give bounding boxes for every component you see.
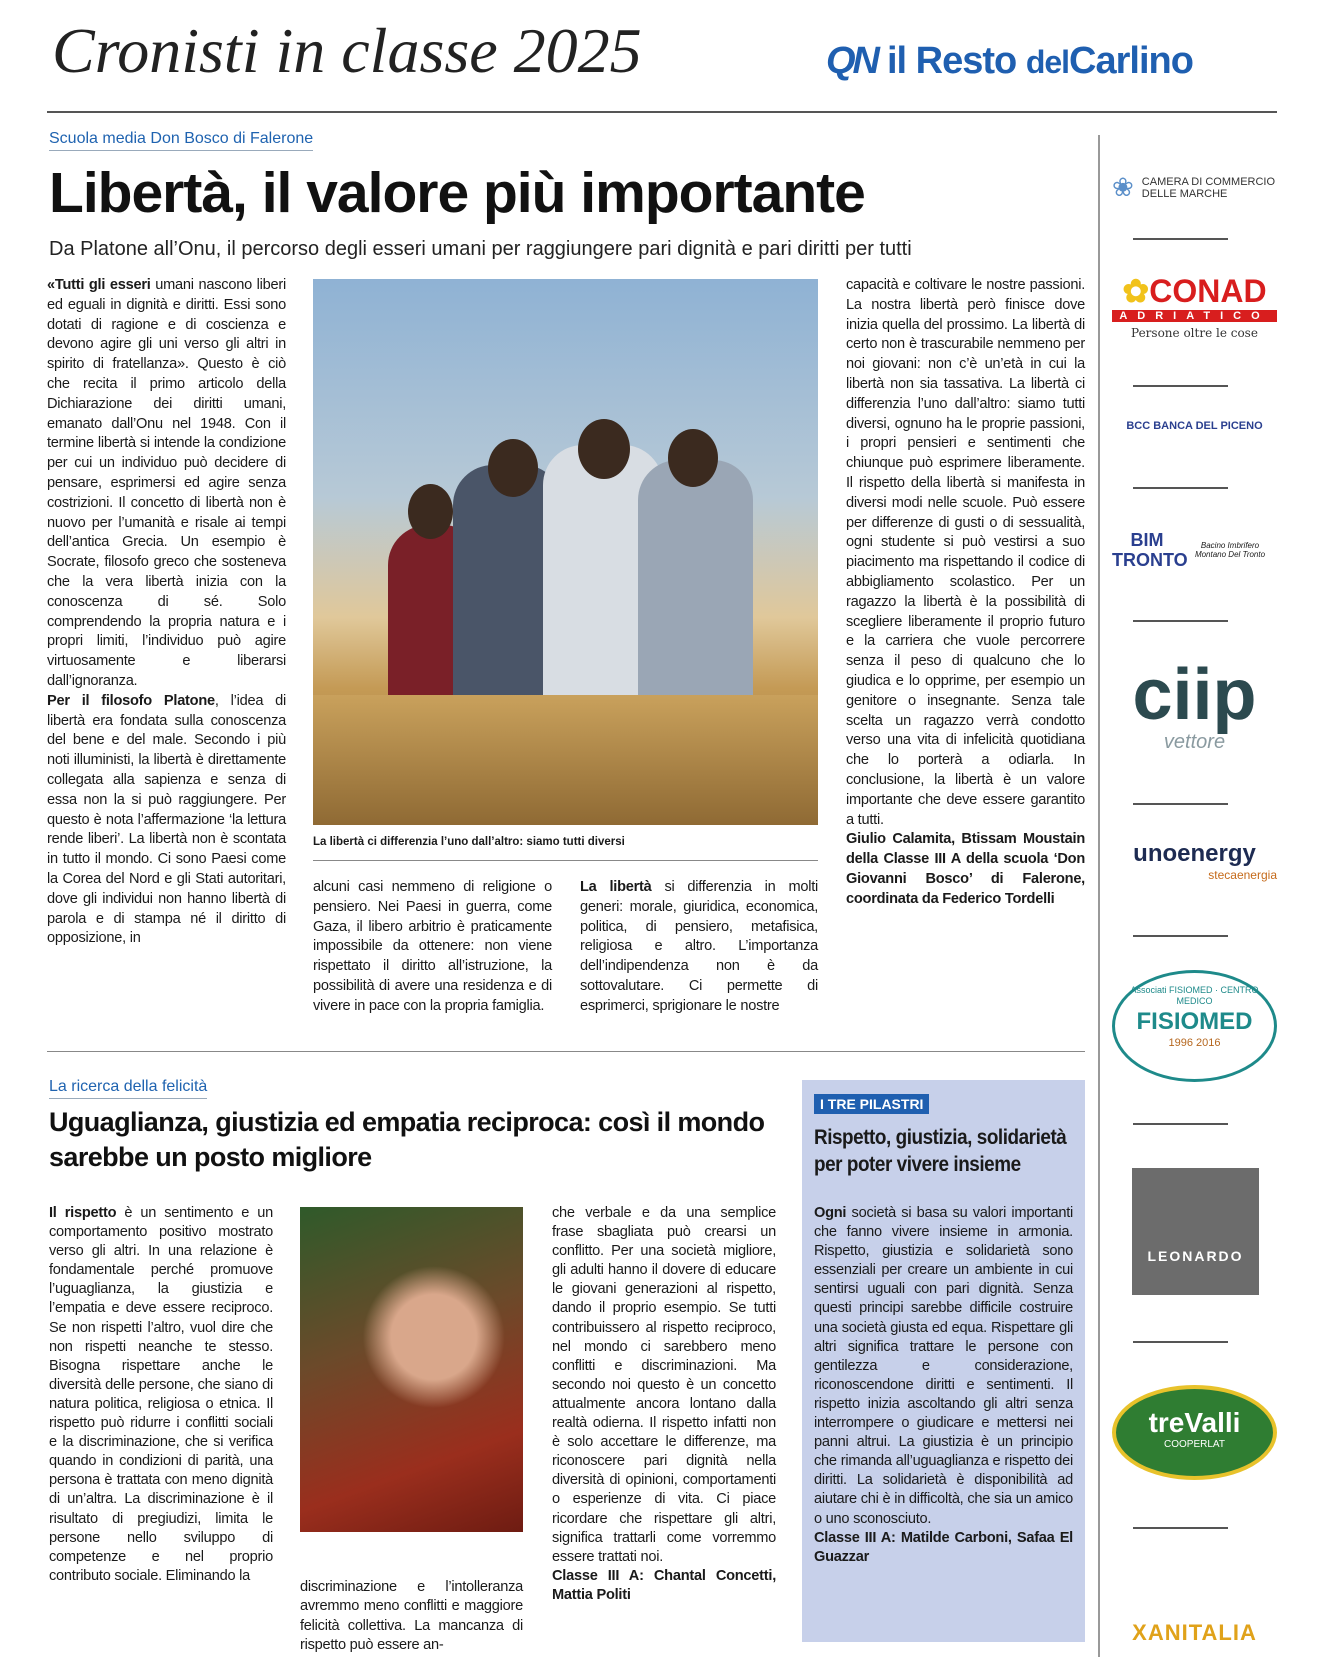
brand-part: Carlino [1069, 40, 1193, 82]
sponsor-bcc: BCC BANCA DEL PICENO [1126, 420, 1263, 432]
sponsor-bim [1112, 530, 1277, 570]
friends-in-field-photo [313, 279, 818, 825]
sponsor-ciip [1112, 655, 1277, 754]
photo-caption: La libertà ci differenzia l’uno dall’altro: siamo tutti diversi [313, 836, 818, 861]
sponsor-separator [1133, 935, 1228, 937]
article2-headline: Uguaglianza, giustizia ed empatia reciproca: così il mondo sarebbe un posto migliore [49, 1107, 765, 1172]
brand-part: del [1025, 44, 1070, 80]
sponsor-sub: COOPERLAT [1164, 1439, 1225, 1450]
body-text: , l’idea di libertà era fondata sulla conoscenza del bene e del male. Secondo i più noti illuministi, la libertà è direttamente collegata alla sapienza e senza di essa non la si può raggiungere. Per questo è nota l’affermazione ‘la lettura rende liberi’. La libertà non è scontata in tutto il mondo. Ci sono Paesi come la Corea del Nord e gli Stati autoritari, dove gli individui non hanno libertà di parola e di stampa né il diritto di opposizione, in [47, 692, 286, 947]
body-text: si differenzia in molti generi: morale, giuridica, economica, politica, di pensiero, metafisica, religiosa e altro. L’importanza dell’indipendenza non è da sottovalutare. Ci permette di esprimerci, sprigionare le nostre [580, 879, 818, 1014]
body-text: capacità e coltivare le nostre passioni. La nostra libertà però finisce dove inizia quella del prossimo. La libertà di certo non è trascurabile nemmeno per noi giovani: non c’è un’età in cui la libertà non sia tassativa. La libertà ci differenzia l’uno dall’altro: siamo tutti diversi, ognuno ha le proprie passioni, i propri pensieri e sentimenti che chiunque può esprimere liberamente. Il rispetto della libertà si manifesta in diversi modi nelle scuole. Può essere per differenze di gusti o di sessualità, ogni studente si può vestirsi a suo piacimento ma rispettando il codice di abbigliamento scolastico. Per un ragazzo la libertà è la possibilità di scegliere liberamente il proprio futuro e la carriera che vuole percorrere senza il peso di qualcuno che lo giudica e lo opprime, per esempio un genitore o insegnante. Senza tale scelta un ragazzo verrà condotto verso una vita di infelicità quotidiana che lo porterà a odiarla. In conclusione, la libertà è un valore importante che deve essere garantito a tutti. [846, 277, 1085, 828]
sponsor-camera-commercio [1112, 172, 1277, 203]
section-divider [47, 1051, 1085, 1052]
brand-part: il Resto [887, 40, 1017, 82]
article1-col4 [846, 276, 1085, 910]
article2-kicker: La ricerca della felicità [49, 1078, 207, 1099]
masthead-rule [47, 111, 1277, 113]
sponsor-sub: Bacino Imbrifero Montano Del Tronto [1194, 541, 1266, 559]
sidebox-tag: I TRE PILASTRI [814, 1094, 929, 1114]
qn-logo: QN [826, 40, 877, 82]
body-text: società si basa su valori importanti che fanno vivere insieme in armonia. Rispetto, giustizia e solidarietà sono essenziali per creare un ambiente in cui sentirsi uguali con pari dignità. Senza questi principi sarebbe difficile costruire una società giusta ed equa. Rispettare gli altri significa trattare le persone con gentilezza e considerazione, riconoscendone diritti e sentimenti. Il rispetto inizia ascoltando gli altri senza interrompere o giudicare e mettersi nei panni altrui. La giustizia è un principio che rimanda all’uguaglianza e rispetto dei diritti. La solidarietà è disponibilità ad aiutare chi è in difficoltà, che sia un amico o uno sconosciuto. [814, 1205, 1073, 1527]
lead-bold: Ogni [814, 1205, 847, 1221]
sponsor-separator [1133, 487, 1228, 489]
body-text: che verbale e da una semplice frase sbagliata può crearsi un conflitto. Per una società migliore, gli adulti hanno il dovere di educare le giovani generazioni al rispetto, dando il proprio esempio. Se tutti contribuissero al rispetto reciproco, nel mondo ci sarebbero meno conflitti e discriminazioni. Ma secondo noi questo è un concetto attualmente ancora lontano dalla realtà odierna. Il rispetto infatti non è solo accettare le differenze, ma riconoscere pari dignità nella diversità di opinioni, comportamenti o esperienze di vita. Ci piace ricordare che rispettare gli altri, significa trattarli come vorremmo essere trattati noi. [552, 1205, 776, 1565]
article2-signature: Classe III A: Chantal Concetti, Mattia Politi [552, 1567, 776, 1603]
article2-col3 [552, 1204, 776, 1605]
sponsor-separator [1133, 1123, 1228, 1125]
sponsor-sub: ADRIATICO [1112, 310, 1277, 322]
sponsor-separator [1133, 385, 1228, 387]
sponsor-conad [1112, 272, 1277, 340]
sidebox [802, 1080, 1085, 1642]
lead-bold: La libertà [580, 879, 652, 895]
sponsor-tagline: Persone oltre le cose [1131, 326, 1258, 340]
lead-bold: «Tutti gli esseri [47, 277, 151, 293]
sponsor-name: unoenergy [1133, 840, 1256, 867]
linked-fingers-photo [300, 1207, 523, 1532]
sidebox-signature: Classe III A: Matilde Carboni, Safaa El Guazzar [814, 1529, 1073, 1565]
sponsor-separator [1133, 238, 1228, 240]
sponsor-sub: Associati FISIOMED · CENTRO MEDICO [1130, 985, 1259, 1006]
article1-headline: Libertà, il valore più importante [49, 161, 865, 225]
article1-col3 [580, 878, 818, 1017]
article1-col1 [47, 276, 286, 949]
article1-col2: alcuni casi nemmeno di religione o pensiero. Nei Paesi in guerra, come Gaza, il libero arbitrio è praticamente impossibile da ottenere: non viene rispettato il diritto all’istruzione, la possibilità di avere una residenza e di vivere in pace con la propria famiglia. [313, 879, 552, 1014]
sponsor-separator [1133, 1527, 1228, 1529]
sponsor-years: 1996 2016 [1168, 1037, 1221, 1049]
sponsor-unoenergy [1112, 840, 1277, 882]
sponsor-name: CONAD [1149, 273, 1267, 309]
sponsor-separator [1133, 620, 1228, 622]
knot-icon: ❀ [1112, 172, 1134, 202]
body-text: umani nascono liberi ed eguali in dignità e diritti. Essi sono dotati di ragione e di coscienza e devono agire gli uni verso gli altri in spirito di fratellanza». Questo è ciò che recita il primo articolo della Dichiarazione dei diritti umani, emanato dall’Onu nel 1948. Con il termine libertà si intende la condizione per cui un individuo può decidere di pensare, esprimersi ed agire senza costrizioni. Il concetto di libertà non è nuovo per l’umanità e risale ai tempi dell’antica Grecia. Un esempio è Socrate, filosofo greco che sosteneva che la vera libertà inizia con la conoscenza di sé. Solo comprendendo la propria natura e i propri limiti, l’individuo può agire virtuosamente e liberarsi dall’ignoranza. [47, 277, 286, 689]
body-text: è un sentimento e un comportamento positivo mostrato verso gli altri. In una relazione è fondamentale perché promuove l’uguaglianza, la giustizia e l’empatia e deve essere reciproco. Se non rispetti l’altro, vuol dire che non rispetti neanche te stesso. Bisogna rispettare anche le diversità delle persone, che siano di natura politica, religiosa o etnica. Il rispetto può ridurre i conflitti sociali e la discriminazione, che si verifica quando in condizioni di parità, una persona è trattata con meno dignità di un’altra. La discriminazione è il risultato di pregiudizi, limita le persone nello sviluppo di competenze e nel proprio contributo sociale. Eliminando la [49, 1205, 274, 1584]
sidebox-headline: Rispetto, giustizia, solidarietà per poter vivere insieme [814, 1126, 1067, 1176]
sponsor-leonardo: LEONARDO [1132, 1168, 1259, 1295]
article2-col1 [49, 1204, 273, 1586]
sponsor-name: CAMERA DI COMMERCIO DELLE MARCHE [1141, 175, 1276, 200]
article1-signature: Giulio Calamita, Btissam Moustain della Classe III A della scuola ‘Don Giovanni Bosco’ di Falerone, coordinata da Federico Tordelli [846, 831, 1085, 907]
sponsor-name: BIM TRONTO [1112, 530, 1188, 570]
sponsor-separator [1133, 1341, 1228, 1343]
masthead-title: Cronisti in classe 2025 [52, 15, 642, 86]
sponsor-sub: stecaenergia [1208, 868, 1277, 882]
lead-bold: Per il filosofo Platone [47, 692, 215, 709]
article1-subtitle: Da Platone all’Onu, il percorso degli esseri umani per raggiungere pari dignità e pari diritti per tutti [49, 238, 912, 260]
carlino-name [887, 40, 1193, 83]
flower-icon: ✿ [1122, 273, 1150, 309]
column-divider [1098, 135, 1100, 1657]
article2-col2: discriminazione e l’intolleranza avremmo meno conflitti e maggiore felicità collettiva. La mancanza di rispetto può essere an- [300, 1579, 523, 1653]
sponsor-fisiomed [1112, 970, 1277, 1082]
article1-kicker: Scuola media Don Bosco di Falerone [49, 130, 313, 151]
sidebox-body [814, 1204, 1073, 1567]
sponsor-sub: vettore [1163, 731, 1226, 753]
lead-bold: Il rispetto [49, 1205, 117, 1221]
sponsor-trevalli [1112, 1385, 1277, 1480]
sponsor-name: FISIOMED [1136, 1008, 1253, 1035]
sponsor-name: ciip [1132, 655, 1257, 735]
sponsor-xanitalia: XANITALIA [1132, 1620, 1257, 1645]
sponsor-name: treValli [1148, 1407, 1241, 1438]
sponsor-separator [1133, 803, 1228, 805]
brand-logo [826, 40, 1193, 83]
